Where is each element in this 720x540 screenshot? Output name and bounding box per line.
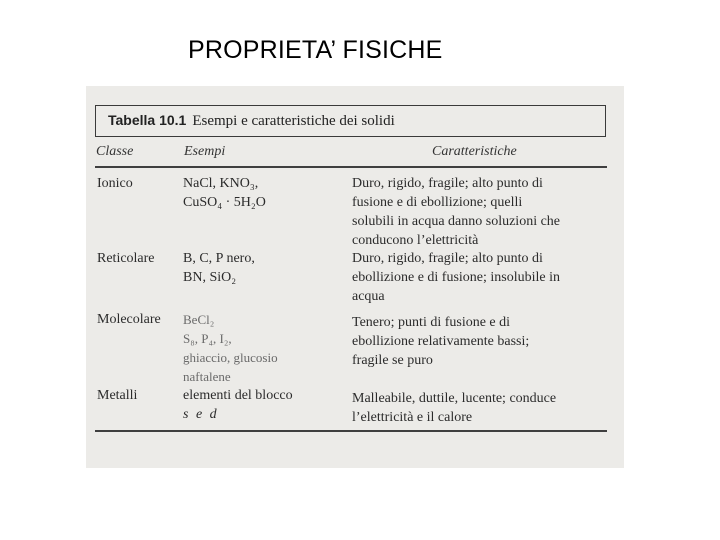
caratteristiche-line: conducono l’elettricità [352,233,479,248]
caratteristiche-line: ebollizione e di fusione; insolubile in [352,270,561,285]
header-divider [95,166,607,168]
esempi-line: S₈, P₄, I₂, [183,331,232,346]
table-caption-label: Tabella 10.1 [108,112,187,128]
esempi-line: BN, SiO₂ [183,270,237,285]
table-caption [95,105,606,137]
caratteristiche-line: Duro, rigido, fragile; alto punto di [352,251,543,266]
esempi-line: naftalene [183,369,231,384]
column-header-classe: Classe [96,144,134,159]
row-ionico-classe: Ionico [97,176,133,191]
caratteristiche-line: ebollizione relativamente bassi; [352,334,530,349]
esempi-line: elementi del blocco [183,388,293,403]
esempi-line: s e d [183,407,219,422]
row-metalli-esempi [183,386,293,424]
row-molecolare-esempi [183,310,278,386]
caratteristiche-line: l’elettricità e il calore [352,410,473,425]
caratteristiche-line: Duro, rigido, fragile; alto punto di [352,176,543,191]
esempi-line: CuSO₄ · 5H₂O [183,195,266,210]
row-metalli-classe: Metalli [97,388,138,403]
row-metalli-caratteristiche [352,389,556,427]
column-header-caratteristiche: Caratteristiche [432,144,517,159]
esempi-line: NaCl, KNO₃, [183,176,259,191]
row-molecolare-classe: Molecolare [97,312,161,327]
caratteristiche-line: acqua [352,289,385,304]
slide-title: PROPRIETA’ FISICHE [188,36,443,64]
esempi-line: ghiaccio, glucosio [183,350,278,365]
esempi-line: BeCl₂ [183,312,215,327]
scanned-table-image [86,86,624,468]
column-header-esempi: Esempi [184,144,226,159]
row-reticolare-caratteristiche [352,249,560,306]
caratteristiche-line: fragile se puro [352,353,433,368]
row-reticolare-classe: Reticolare [97,251,155,266]
caratteristiche-line: Tenero; punti di fusione e di [352,315,511,330]
table-caption-text: Esempi e caratteristiche dei solidi [192,113,395,129]
row-reticolare-esempi [183,249,255,287]
esempi-line: B, C, P nero, [183,251,255,266]
caratteristiche-line: Malleabile, duttile, lucente; conduce [352,391,557,406]
row-molecolare-caratteristiche [352,313,529,370]
table-bottom-rule [95,430,607,432]
caratteristiche-line: fusione e di ebollizione; quelli [352,195,523,210]
caratteristiche-line: solubili in acqua danno soluzioni che [352,214,561,229]
row-ionico-esempi [183,174,266,212]
row-ionico-caratteristiche [352,174,560,250]
